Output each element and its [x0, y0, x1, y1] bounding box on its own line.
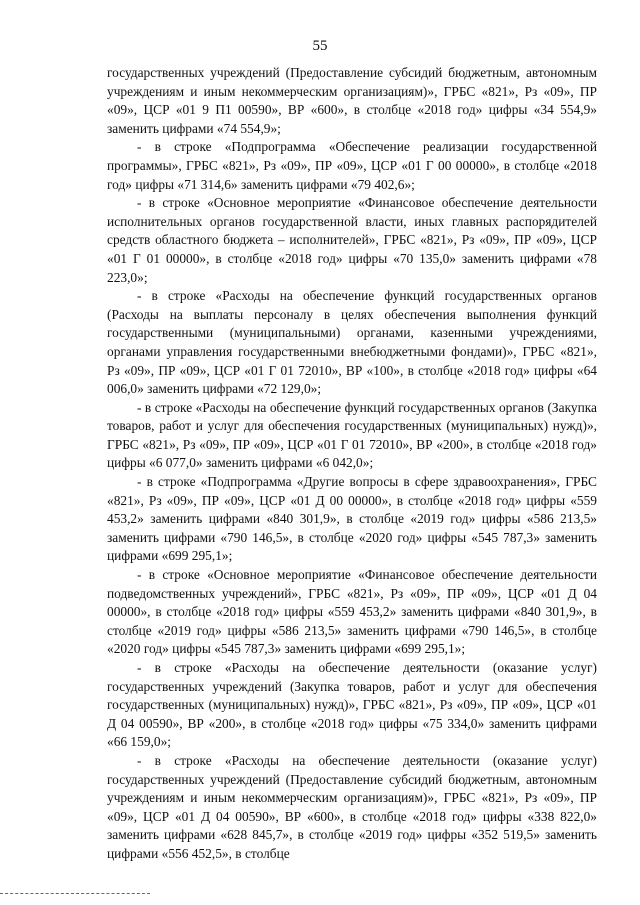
document-body: [107, 64, 597, 864]
paragraph: - в строке «Основное мероприятие «Финансовое обеспечение деятельности исполнительных органов государственной власти, иных главных распорядителей средств областного бюджета – исполнителей», ГРБС «821», Рз «09», ПР «09», ЦСР «01 Г 01 00000», в столбце «2018 год» цифры «70 135,0» заменить цифрами «78 223,0»;: [107, 195, 597, 285]
paragraph: - в строке «Расходы на обеспечение деятельности (оказание услуг) государственных учреждений (Предоставление субсидий бюджетным, автономным учреждениям и иным некоммерческим организациям)», ГРБС «821», Рз «09», ПР «09», ЦСР «01 Д 04 00590», ВР «600», в столбце «2018 год» цифры «338 822,0» заменить цифрами «628 845,7», в столбце «2019 год» цифры «352 519,5» заменить цифрами «556 452,5», в столбце: [107, 752, 597, 861]
paragraph: - в строке «Подпрограмма «Обеспечение реализации государственной программы», ГРБС «821», Рз «09», ПР «09», ЦСР «01 Г 00 00000», в столбце «2018 год» цифры «71 314,6» заменить цифрами «79 402,6»;: [107, 139, 597, 192]
paragraph: - в строке «Основное мероприятие «Финансовое обеспечение деятельности подведомственных учреждений», ГРБС «821», Рз «09», ПР «09», ЦСР «01 Д 04 00000», в столбце «2018 год» цифры «559 453,2» заменить цифрами «840 301,9», в столбце «2019 год» цифры «586 213,5» заменить цифрами «790 146,5», в столбце «2020 год» цифры «545 787,3» заменить цифрами «699 295,1»;: [107, 567, 597, 657]
paragraph-continuation: государственных учреждений (Предоставление субсидий бюджетным, автономным учреждениям и иным некоммерческим организациям)», ГРБС «821», Рз «09», ПР «09», ЦСР «01 9 П1 00590», ВР «600», в столбце «2018 год» цифры «34 554,9» заменить цифрами «74 554,9»;: [107, 65, 597, 136]
paragraph: - в строке «Расходы на обеспечение деятельности (оказание услуг) государственных учреждений (Закупка товаров, работ и услуг для обеспечения государственных (муниципальных) нужд)», ГРБС «821», Рз «09», ПР «09», ЦСР «01 Д 04 00590», ВР «200», в столбце «2018 год» цифры «75 334,0» заменить цифрами «66 159,0»;: [107, 660, 597, 750]
footer-divider: [0, 893, 150, 894]
paragraph: - в строке «Расходы на обеспечение функций государственных органов (Расходы на выплаты персоналу в целях обеспечения выполнения функций государственными (муниципальными) органами, казенными учреждениями, органами управления государственными внебюджетными фондами)», ГРБС «821», Рз «09», ПР «09», ЦСР «01 Г 01 72010», ВР «100», в столбце «2018 год» цифры «64 006,0» заменить цифрами «72 129,0»;: [107, 288, 597, 397]
paragraph: - в строке «Расходы на обеспечение функций государственных органов (Закупка товаров, работ и услуг для обеспечения государственных (муниципальных) нужд)», ГРБС «821», Рз «09», ПР «09», ЦСР «01 Г 01 72010», ВР «200», в столбце «2018 год» цифры «6 077,0» заменить цифрами «6 042,0»;: [107, 399, 597, 471]
page-number: 55: [312, 38, 328, 54]
paragraph: - в строке «Подпрограмма «Другие вопросы в сфере здравоохранения», ГРБС «821», Рз «09», ПР «09», ЦСР «01 Д 00 00000», в столбце «2018 год» цифры «559 453,2» заменить цифрами «840 301,9», в столбце «2019 год» цифры «586 213,5» заменить цифрами «790 146,5», в столбце «2020 год» цифры «545 787,3» заменить цифрами «699 295,1»;: [107, 474, 597, 564]
